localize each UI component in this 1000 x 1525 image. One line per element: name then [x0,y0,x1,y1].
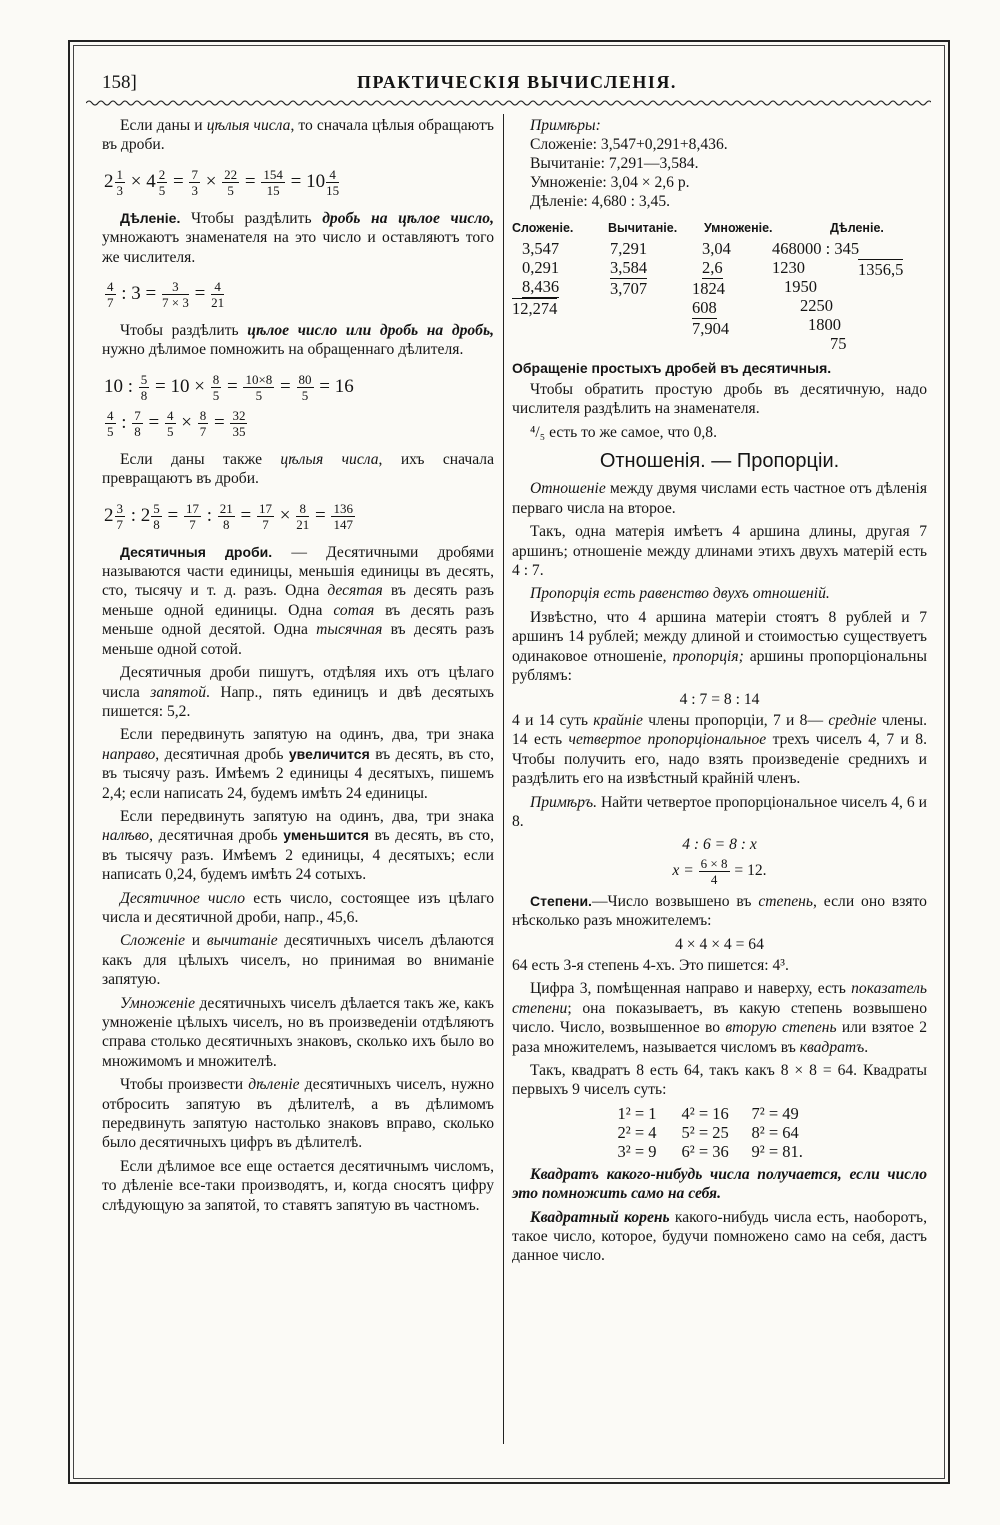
section-title: Отношенія. — Пропорціи. [599,450,840,473]
paragraph: Чтобы обратить простую дробь въ десятичную, надо числителя раздѣлить на знаменателя. [512,380,927,418]
proportion-solution: x = $\frac{6 \times 8}{4}$ = 12. [672,855,767,887]
calc-value: 1356,5 [858,260,904,280]
paragraph: Десятичныя дроби пишутъ, отдѣляя ихъ отъ цѣлаго числа запятой. Напр., пять единицъ и двѣ десятыхъ пишется: 5,2. [102,664,494,720]
wavy-rule [86,98,931,108]
calc-value: 3,707 [610,279,648,299]
calc-value: 1230 [772,258,805,278]
calc-value: 75 [830,334,847,354]
page-header [102,68,932,96]
calc-value: 3,547 [522,239,560,259]
paragraph: Такъ, одна матерія имѣетъ 4 аршина длины, другая 7 аршинъ; отношеніе между длинами этихъ двухъ матерій есть 4 : 7. [512,523,927,580]
paragraph: Дѣленіе. Чтобы раздѣлить дробь на цѣлое число, умножаютъ знаменателя на это число и оставляютъ того же числителя. [102,209,494,266]
calc-value: 468000 : 345 [772,239,860,259]
paragraph: 4 и 14 суть крайніе члены пропорціи, 7 и 8— средніе члены. 14 есть четвертое пропорціональное трехъ чиселъ 4, 7 и 8. Чтобы получить его, надо взять произведеніе среднихъ и раздѣлить его на извѣстный крайній членъ. [512,711,927,788]
paragraph: Сложеніе и вычитаніе десятичныхъ чиселъ дѣлаются какъ для цѣлыхъ чиселъ, но принимая во вниманіе запятую. [102,932,494,989]
square-entry: 5² = 25 [681,1122,729,1142]
right-column [512,116,927,1270]
paragraph: Чтобы раздѣлить цѣлое число или дробь на дробь, нужно дѣлимое помножить на обращеннаго дѣлителя. [102,322,494,359]
worked-calculations [512,217,927,353]
column-header: Сложеніе. [512,221,574,236]
paragraph: Чтобы произвести дѣленіе десятичныхъ чиселъ, нужно отбросить запятую въ дѣлителѣ, а въ дѣлимомъ передвинуть запятую настолько знаковъ вправо, сколько было десятичныхъ цифръ въ дѣлителѣ. [102,1076,494,1152]
paragraph: Если передвинуть запятую на одинъ, два, три знака направо, десятичная дробь увеличится въ десять, въ сто, въ тысячу разъ. Имѣемъ 2 единицы 4 десятыхъ, пишемъ 2,4; если написать 24, будемъ имѣть 24 единицы. [102,726,494,802]
paragraph: Квадратъ какого-нибудь числа получается, если число это помножить само на себя. [512,1165,927,1203]
left-column [102,116,494,1219]
column-header: Вычитаніе. [608,221,678,236]
calc-value: 12,274 [512,299,558,319]
running-title: ПРАКТИЧЕСКІЯ ВЫЧИСЛЕНІЯ. [357,72,677,92]
square-entry: 8² = 64 [751,1122,799,1142]
calc-value: 2250 [800,296,833,316]
equation: 2 $\frac{1}{3}$ × 4 $\frac{2}{5}$ = $\frac{7}{3}$ × $\frac{22}{5}$ = $\frac{154}{15}$ = 10 $\frac{4}{15}$ [104,166,340,198]
equation: 2 $\frac{3}{7}$ : 2 $\frac{5}{8}$ = $\frac{17}{7}$ : $\frac{21}{8}$ = $\frac{17}{7}$ × $\frac{8}{21}$ = $\frac{136}{147}$ [104,500,353,532]
calc-value: 8,436 [522,277,560,297]
paragraph: Если даны также цѣлыя числа, ихъ сначала превращаютъ въ дроби. [102,450,494,488]
square-entry: 9² = 81. [751,1141,803,1161]
column-header: Умноженіе. [704,221,773,236]
calc-value: 608 [692,298,717,318]
paragraph: Отношеніе между двумя числами есть частное отъ дѣленія перваго числа на второе. [512,480,927,517]
paragraph: Если передвинуть запятую на одинъ, два, три знака налѣво, десятичная дробь уменьшится въ десять, въ сто, въ тысячу разъ. Имѣемъ 2 единицы, 4 десятыхъ; если написать 0,24, будемъ имѣть 24 сотыхъ. [102,807,494,884]
squares-table [512,1104,927,1161]
paragraph: 64 есть 3-я степень 4-хъ. Это пишется: 4³. [512,956,789,974]
calc-value: 1824 [692,279,725,299]
paragraph: Десятичныя дроби. — Десятичными дробями называются части единицы, меньшія единицы въ десять, сто, тысячу и т. д. разъ. Одна десятая въ десять разъ меньше одной единицы. Одна сотая въ десять разъ меньше одной десятой. Одна тысячная въ десять разъ меньше одной сотой. [102,543,495,658]
square-entry: 6² = 36 [681,1141,729,1161]
paragraph: Извѣстно, что 4 аршина матеріи стоятъ 8 рублей и 7 аршинъ 14 рублей; между длиной и стоимостью существуетъ одинаковое отношеніе, пропорція; аршины пропорціональны рублямъ: [512,608,927,685]
proportion: 4 : 6 = 8 : x [682,836,757,854]
paragraph: Пропорція есть равенство двухъ отношеній. [530,585,830,603]
column-divider [503,114,504,1444]
column-header: Дѣленіе. [830,221,884,236]
calc-value: 0,291 [522,258,560,278]
square-entry: 7² = 49 [751,1103,799,1123]
examples-list [530,135,927,211]
paragraph: Десятичное число есть число, состоящее изъ цѣлаго числа и десятичной дроби, напр., 45,6. [102,889,494,926]
square-entry: 3² = 9 [617,1141,657,1161]
calc-value: 1800 [808,315,841,335]
equation: $\frac{4}{5}$ : $\frac{7}{8}$ = $\frac{4}{5}$ × $\frac{8}{7}$ = $\frac{32}{35}$ [107,407,246,439]
paragraph: Цифра 3, помѣщенная направо и наверху, есть показатель степени; она показываетъ, въ какую степень возвышено число. Число, возвышенное во вторую степень или взятое 2 раза множителемъ, называется числомъ въ квадратъ. [512,980,927,1056]
example-line: Сложеніе: 3,547+0,291+8,436. [530,136,728,154]
paragraph: Если даны и цѣлыя числа, то сначала цѣлыя обращаютъ въ дроби. [102,117,494,154]
square-entry: 1² = 1 [617,1103,657,1123]
equation: 10 : $\frac{5}{8}$ = 10 × $\frac{8}{5}$ = $\frac{10\times 8}{5}$ = $\frac{80}{5}$ = 16 [104,371,354,403]
examples-title: Примѣры: [530,117,601,134]
example-line: Умноженіе: 3,04 × 2,6 р. [530,174,690,192]
page-number: 158] [102,72,137,93]
example-line: Вычитаніе: 7,291—3,584. [530,155,699,173]
paragraph: Квадратный корень какого-нибудь числа есть, наоборотъ, такое число, которое, будучи помножено само на себя, дастъ данное число. [512,1208,927,1265]
example-line: Дѣленіе: 4,680 : 3,45. [530,193,671,211]
calc-value: 7,904 [692,319,730,339]
proportion: 4 : 7 = 8 : 14 [679,690,760,708]
square-entry: 2² = 4 [617,1122,657,1142]
paragraph: Такъ, квадратъ 8 есть 64, такъ какъ 8 × 8 = 64. Квадраты первыхъ 9 чиселъ суть: [512,1062,927,1099]
paragraph: Степени.—Число возвышено въ степень, если оно взято нѣсколько разъ множителемъ: [512,892,927,930]
calc-value: 7,291 [610,239,648,259]
square-entry: 4² = 16 [681,1103,729,1123]
paragraph: Если дѣлимое все еще остается десятичнымъ числомъ, то дѣленіе все-таки производятъ, и, когда сносятъ цифру слѣдующую за запятой, то ставятъ запятую въ частномъ. [102,1157,494,1214]
power-example: 4 × 4 × 4 = 64 [675,935,764,953]
calc-value: 3,04 [702,239,731,259]
paragraph: ⁴/₅ есть то же самое, что 0,8. [530,423,717,441]
calc-value: 2,6 [702,258,723,278]
paragraph: Примѣръ. Найти четвертое пропорціональное чиселъ 4, 6 и 8. [512,793,927,830]
calc-value: 3,584 [610,258,648,278]
paragraph: Умноженіе десятичныхъ чиселъ дѣлается такъ же, какъ умноженіе цѣлыхъ чиселъ, но въ произведеніи отдѣляютъ справа столько десятичныхъ знаковъ, сколько ихъ было во множимомъ и множителѣ. [102,994,494,1070]
calc-value: 1950 [784,277,817,297]
subheading: Обращеніе простыхъ дробей въ десятичныя. [512,360,832,377]
equation: $\frac{4}{7}$ : 3 = $\frac{3}{7 \times 3}$ = $\frac{4}{21}$ [107,279,225,311]
